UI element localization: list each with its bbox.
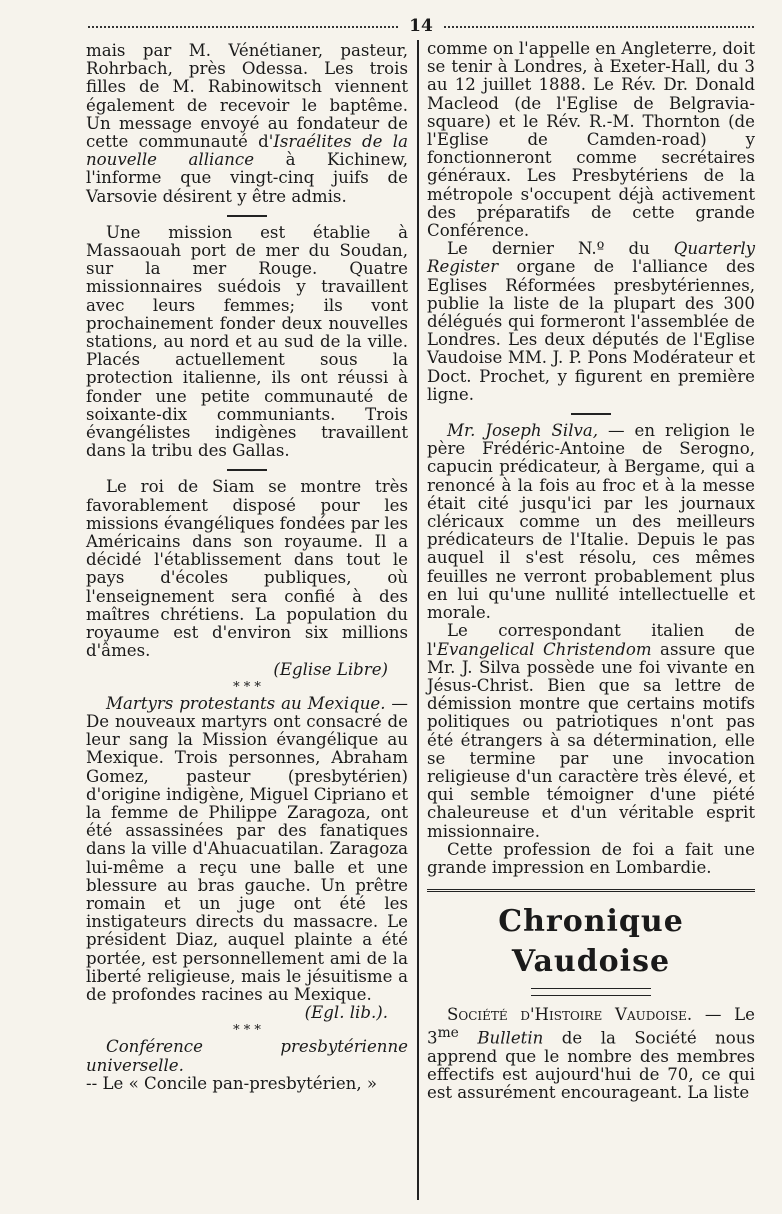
article-evangelical-christendom: Le correspondant italien de l'Evangelical Christendom assure que Mr. J. Silva possède une foi vivante en Jésus-Christ. Bien que sa lettre de démission montre que certains motifs politiques ou patriotiques n'ont pas été étrangers à sa détermination, elle se termine par une invocation religieuse d'un caractère très élevé, et qui semble témoigner d'une piété chaleureuse et d'un véritable esprit missionnaire.: [427, 621, 755, 841]
page-number: 14: [409, 16, 433, 36]
article-societe-histoire: Société d'Histoire Vaudoise. — Le $3^{me}$ Bulletin de la Société nous apprend que le nombre des membres effectifs est aujourd'hui de 70, ce qui est assurément encourageant. La liste: [427, 1005, 755, 1103]
page-header: [88, 14, 754, 40]
separator: [571, 413, 611, 415]
article-title: Mr. Joseph Silva,: [447, 421, 599, 441]
article-lombardie: Cette profession de foi a fait une grande impression en Lombardie.: [427, 839, 755, 877]
separator: [227, 215, 267, 217]
separator: [227, 469, 267, 471]
article-title: Martyrs protestants au Mexique.: [106, 693, 386, 713]
asterism: * * *: [233, 679, 261, 695]
column-divider: [417, 40, 419, 1200]
left-column: [86, 42, 408, 1190]
article-siam: Le roi de Siam se montre très favorablement disposé pour les missions évangéliques fondées par les Américains dans son royaume. Il a décidé l'établissement dans tout le pays d'écoles publiques, où l'enseignement sera confié à des maîtres chrétiens. La population du royaume est d'environ six millions d'âmes.: [86, 477, 408, 661]
article-title-conference: Conférence presbytérienne universelle.: [86, 1037, 408, 1075]
section-rule: [427, 889, 755, 892]
header-rule-left: [88, 26, 398, 28]
article-massaouah: Une mission est établie à Massaouah port de mer du Soudan, sur la mer Rouge. Quatre missionnaires suédois y travaillent avec leurs femmes; ils vont prochainement fonder deux nouvelles stations, au nord et au sud de la ville. Placés actuellement sous la protection italienne, ils ont réussi à fonder une petite communauté de soixante-dix communiants. Trois évangélistes indigènes travaillent dans la tribu des Gallas.: [86, 222, 408, 461]
article-quarterly-register: Le dernier N.º du Quarterly Register organe de l'alliance des Eglises Réformées presbytériennes, publie la liste de la plupart des 300 délégués qui formeront l'assemblée de Londres. Les deux députés de l'Eglise Vaudoise MM. J. P. Pons Modérateur et Doct. Prochet, y figurent en première ligne.: [427, 239, 755, 404]
article-joseph-silva: Mr. Joseph Silva, — en religion le père Frédéric-Antoine de Serogno, capucin prédicateur, à Bergame, qui a renoncé à la fois au froc et à la messe était cité jusqu'ici par les journaux cléricaux comme un des meilleurs prédicateurs de l'Italie. Depuis le pas auquel il s'est résolu, ces mêmes feuilles ne verront probablement plus en lui qu'une nullité intellectuelle et morale.: [427, 421, 755, 623]
article-conference-continued: comme on l'appelle en Angleterre, doit se tenir à Londres, à Exeter-Hall, du 3 au 12 juillet 1888. Le Rév. Dr. Donald Macleod (de l'Eglise de Belgravia-square) et le Rév. R.-M. Thornton (de l'Eglise de Camden-road) y fonctionneront comme secrétaires généraux. Les Presbytériens de la métropole s'occupent déjà activement des préparatifs de cette grande Conférence.: [427, 39, 755, 241]
header-rule-right: [444, 26, 754, 28]
source-eglise-libre: (Eglise Libre): [273, 659, 388, 679]
source-egl-lib: (Egl. lib.).: [304, 1003, 388, 1023]
article-martyrs-mexique: Martyrs protestants au Mexique. — De nouveaux martyrs ont consacré de leur sang la Mission évangélique au Mexique. Trois personnes, Abraham Gomez, pasteur (presbytérien) d'origine indigène, Miguel Cipriano et la femme de Philippe Zaragoza, ont été assassinées par des fanatiques dans la ville d'Ahuacuatilan. Zaragoza lui-même a reçu une balle et une blessure au bras gauche. Un prêtre romain et un juge ont été les instigateurs directs du massacre. Le président Diaz, auquel plainte a été portée, est personnellement ami de la liberté religieuse, mais le jésuitisme a de profondes racines au Mexique.: [86, 693, 408, 1004]
title-ornament: [531, 988, 651, 996]
article-conference-start: -- Le « Concile pan-presbytérien, »: [86, 1073, 378, 1093]
right-column: [427, 40, 755, 1190]
asterism: * * *: [233, 1023, 261, 1039]
article-rabinowitsch: mais par M. Vénétianer, pasteur, Rohrbach, près Odessa. Les trois filles de M. Rabinowitsch viennent également de recevoir le baptême. Un message envoyé au fondateur de cette communauté d'Israélites de la nouvelle alliance à Kichinew, l'informe que vingt-cinq juifs de Varsovie désirent y être admis.: [86, 41, 409, 206]
section-title: Chronique Vaudoise: [498, 904, 684, 980]
